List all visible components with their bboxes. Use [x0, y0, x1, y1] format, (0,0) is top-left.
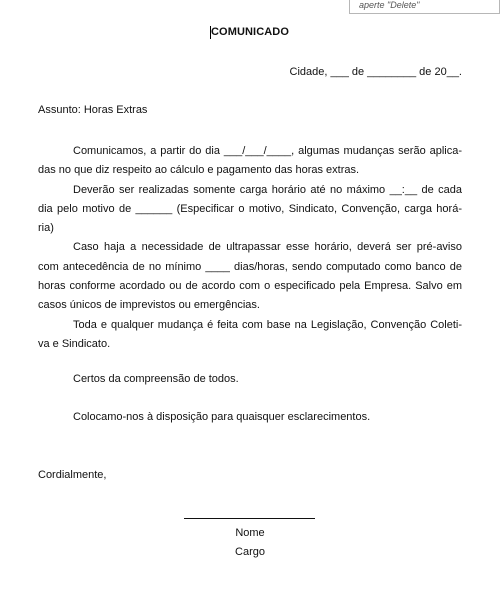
instruction-note-line-2: aperte "Delete": [359, 0, 420, 10]
body-paragraph-2: Deverão ser realizadas somente carga horário até no máximo __:__ de cada dia pelo motivo de ______ (Especificar o motivo, Sindicato, Convenção, carga horá-ria): [38, 183, 462, 235]
subject-line: Assunto: Horas Extras: [38, 104, 148, 116]
document-title: COMUNICADO: [211, 26, 289, 38]
text-cursor: [210, 26, 211, 39]
instruction-note-box: [349, 0, 500, 14]
body-paragraph-3: Caso haja a necessidade de ultrapassar esse horário, deverá ser pré-aviso com antecedência de no mínimo ____ dias/horas, sendo computado como banco de horas conforme acordado ou de acordo com o especificado pela Empresa. Salvo em casos únicos de imprevistos ou emergências.: [38, 241, 462, 312]
closing-line-2: Colocamo-nos à disposição para quaisquer esclarecimentos.: [73, 411, 371, 423]
regards-line: Cordialmente,: [38, 469, 107, 481]
date-line: Cidade, ___ de ________ de 20__.: [289, 66, 462, 78]
signature-role: Cargo: [235, 546, 265, 558]
signature-name: Nome: [235, 527, 265, 539]
body-paragraph-4: Toda e qualquer mudança é feita com base na Legislação, Convenção Coleti-va e Sindicato.: [38, 318, 462, 350]
document-body: [38, 142, 462, 354]
signature-line: [184, 518, 315, 519]
body-paragraph-1: Comunicamos, a partir do dia ___/___/____, algumas mudanças serão aplica-das no que diz respeito ao cálculo e pagamento das horas extras.: [38, 145, 462, 177]
closing-line-1: Certos da compreensão de todos.: [73, 373, 239, 385]
